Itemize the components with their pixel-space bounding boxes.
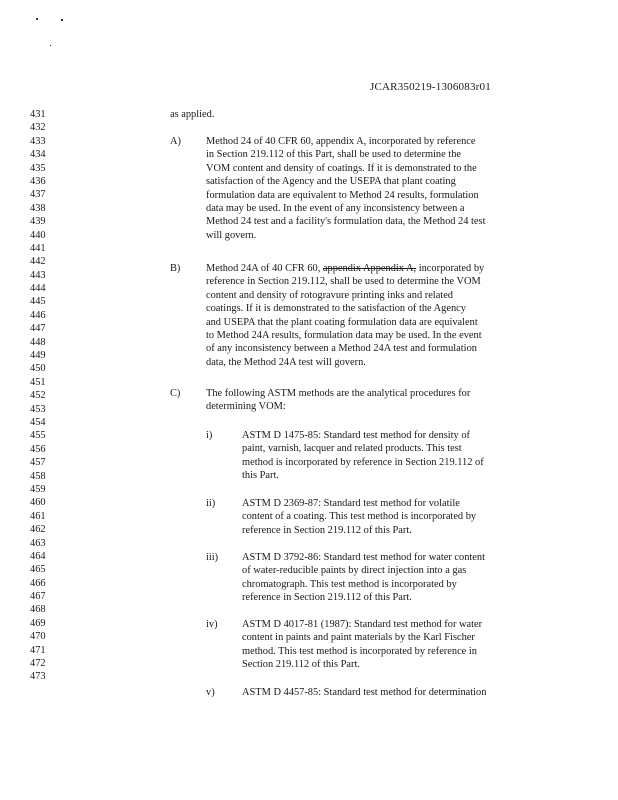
item-iii-line: chromatograph. This test method is incorporated by bbox=[242, 578, 457, 590]
line-number: 467 bbox=[30, 591, 46, 603]
line-number: 466 bbox=[30, 577, 46, 589]
line-number: 442 bbox=[30, 256, 46, 268]
item-ii-line: ASTM D 2369-87: Standard test method for volatile bbox=[242, 498, 460, 509]
line-number: 445 bbox=[30, 296, 46, 308]
item-ii-line: reference in Section 219.112 of this Part. bbox=[242, 524, 412, 536]
line-number: 446 bbox=[30, 309, 46, 321]
scan-speck bbox=[61, 19, 63, 21]
line-number: 441 bbox=[30, 242, 46, 254]
item-iv-line: content in paints and paint materials by the Karl Fischer bbox=[242, 632, 475, 644]
line-number: 434 bbox=[30, 149, 46, 161]
line-number: 472 bbox=[30, 658, 46, 670]
item-i-label: i) bbox=[206, 430, 213, 441]
section-b-paragraph bbox=[206, 262, 484, 369]
line-number: 443 bbox=[30, 269, 46, 281]
line-number: 469 bbox=[30, 617, 46, 629]
section-a-line: Method 24 of 40 CFR 60, appendix A, incorporated by reference bbox=[206, 136, 476, 147]
line-number: 448 bbox=[30, 336, 46, 348]
section-a-line: satisfaction of the Agency and the USEPA that plant coating bbox=[206, 176, 456, 188]
line-number: 447 bbox=[30, 323, 46, 335]
intro-text: as applied. bbox=[170, 109, 215, 120]
item-iii-line: reference in Section 219.112 of this Part. bbox=[242, 592, 412, 604]
line-number: 468 bbox=[30, 604, 46, 616]
line-number: 463 bbox=[30, 537, 46, 549]
line-number: 455 bbox=[30, 430, 46, 442]
struck-text: appendix Appendix A, bbox=[322, 263, 417, 274]
line-number: 454 bbox=[30, 416, 46, 428]
line-number: 453 bbox=[30, 403, 46, 415]
line-number: 432 bbox=[30, 122, 46, 134]
line-number: 470 bbox=[30, 631, 46, 643]
line-number: 444 bbox=[30, 283, 46, 295]
section-b-line: data, the Method 24A test will govern. bbox=[206, 356, 366, 368]
scan-speck bbox=[50, 45, 51, 46]
item-iv-label: iv) bbox=[206, 619, 218, 630]
section-b-line: reference in Section 219.112, shall be used to determine the VOM bbox=[206, 276, 481, 288]
section-c-line: The following ASTM methods are the analytical procedures for bbox=[206, 388, 471, 399]
line-number: 433 bbox=[30, 135, 46, 147]
section-a-line: Method 24 test and a facility's formulation data, the Method 24 test bbox=[206, 216, 486, 228]
section-b-line-start: Method 24A of 40 CFR 60, bbox=[206, 263, 323, 274]
line-number: 435 bbox=[30, 162, 46, 174]
section-a-line: VOM content and density of coatings. If it is demonstrated to the bbox=[206, 162, 477, 174]
line-number: 473 bbox=[30, 671, 46, 683]
section-a-line: will govern. bbox=[206, 229, 257, 241]
section-c-line: determining VOM: bbox=[206, 401, 286, 413]
line-number: 465 bbox=[30, 564, 46, 576]
section-b-label: B) bbox=[170, 263, 181, 274]
document-id-header: JCAR350219-1306083r01 bbox=[370, 81, 491, 93]
section-c-paragraph bbox=[206, 387, 470, 414]
line-number: 452 bbox=[30, 390, 46, 402]
line-number: 456 bbox=[30, 443, 46, 455]
section-a-line: formulation data are equivalent to Method 24 results, formulation bbox=[206, 189, 479, 201]
line-number: 449 bbox=[30, 350, 46, 362]
item-ii-paragraph bbox=[242, 497, 476, 537]
line-number: 438 bbox=[30, 202, 46, 214]
item-iii-line: of water-reducible paints by direct injection into a gas bbox=[242, 565, 467, 577]
section-b-first-line bbox=[206, 262, 484, 275]
section-b-line: coatings. If it is demonstrated to the satisfaction of the Agency bbox=[206, 303, 466, 315]
line-number: 464 bbox=[30, 550, 46, 562]
section-b-line-end: incorporated by bbox=[416, 263, 485, 274]
line-number: 459 bbox=[30, 483, 46, 495]
line-number: 451 bbox=[30, 376, 46, 388]
line-number: 450 bbox=[30, 363, 46, 375]
item-v-line: ASTM D 4457-85: Standard test method for determination bbox=[242, 687, 487, 698]
item-i-line: ASTM D 1475-85: Standard test method for density of bbox=[242, 430, 470, 441]
item-i-line: this Part. bbox=[242, 470, 279, 482]
item-i-line: paint, varnish, lacquer and related products. This test bbox=[242, 443, 462, 455]
line-number-gutter bbox=[30, 108, 46, 684]
line-number: 431 bbox=[30, 109, 46, 120]
line-number: 439 bbox=[30, 216, 46, 228]
item-iii-line: ASTM D 3792-86: Standard test method for water content bbox=[242, 552, 485, 563]
item-iii-label: iii) bbox=[206, 552, 219, 563]
item-iv-line: method. This test method is incorporated by reference in bbox=[242, 645, 477, 657]
line-number: 460 bbox=[30, 497, 46, 509]
line-number: 471 bbox=[30, 644, 46, 656]
item-iv-line: Section 219.112 of this Part. bbox=[242, 659, 360, 671]
section-a-paragraph bbox=[206, 135, 485, 242]
scan-speck bbox=[36, 18, 38, 20]
item-ii-line: content of a coating. This test method is incorporated by bbox=[242, 511, 477, 523]
item-i-line: method is incorporated by reference in Section 219.112 of bbox=[242, 456, 484, 468]
line-number: 440 bbox=[30, 229, 46, 241]
section-a-line: in Section 219.112 of this Part, shall be used to determine the bbox=[206, 149, 462, 161]
section-a-line: data may be used. In the event of any inconsistency between a bbox=[206, 203, 465, 215]
line-number: 461 bbox=[30, 510, 46, 522]
section-b-line: and USEPA that the plant coating formulation data are equivalent bbox=[206, 316, 478, 328]
section-b-line: to Method 24A results, formulation data may be used. In the event bbox=[206, 330, 482, 342]
line-number: 458 bbox=[30, 470, 46, 482]
item-iii-paragraph bbox=[242, 551, 485, 605]
section-b-line: content and density of rotogravure printing inks and related bbox=[206, 289, 453, 301]
item-i-paragraph bbox=[242, 429, 484, 483]
item-ii-label: ii) bbox=[206, 498, 216, 509]
item-iv-line: ASTM D 4017-81 (1987): Standard test method for water bbox=[242, 619, 483, 630]
section-c-label: C) bbox=[170, 388, 181, 399]
line-number: 436 bbox=[30, 175, 46, 187]
section-b-line: of any inconsistency between a Method 24A test and formulation bbox=[206, 343, 477, 355]
line-number: 462 bbox=[30, 524, 46, 536]
item-v-paragraph bbox=[242, 686, 486, 699]
line-number: 457 bbox=[30, 457, 46, 469]
item-v-label: v) bbox=[206, 687, 215, 698]
line-number: 437 bbox=[30, 189, 46, 201]
section-a-label: A) bbox=[170, 136, 181, 147]
item-iv-paragraph bbox=[242, 618, 482, 672]
